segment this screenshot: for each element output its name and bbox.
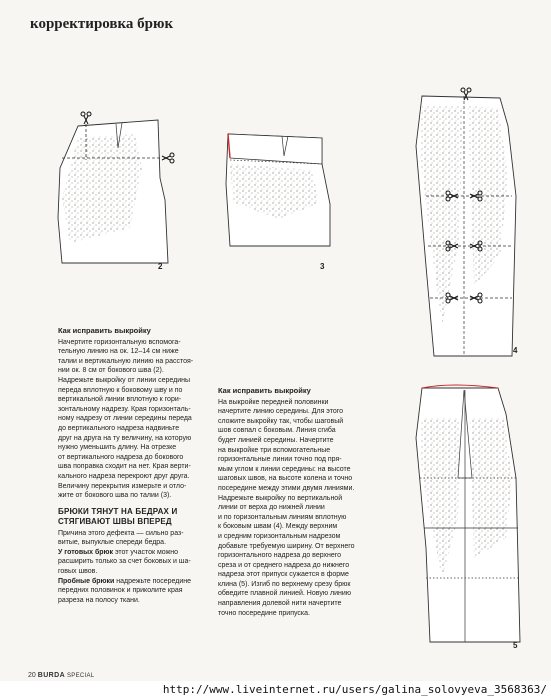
brand-name: BURDA xyxy=(37,672,66,679)
column-2-paragraph: На выкройке передней половинки начертите линию середины. Для этого сложите выкройку так, чтобы шаговый шов совпал с боковым. Линия сгиба будет линией середины. Начертите на выкройке три вспомогательные горизонтальные линии точно под пря- мым углом к линии середины: на высоте шаговых швов, на высоте колена и точно посередине между этими двумя линиями. Надрежьте выкройку по вертикальной линии от верха до нижней линии и по горизонтальным линиям вплотную к боковым швам (4). Между верхним и средним горизонтальным надрезом добавьте требуемую ширину. От верхнего горизонтального надреза до верхнего среза и от среднего надреза до нижнего надреза этот припуск сужается в форме клина (5). Изгиб по верхнему срезу брюк обведите плавной линией. Новую линию направления долевой нити начертите точно посередине припуска. xyxy=(218,398,355,617)
figure-5-number: 5 xyxy=(513,641,518,650)
brand-suffix: SPECIAL xyxy=(66,673,95,679)
figure-3-number: 3 xyxy=(320,262,325,271)
column-2-heading: Как исправить выкройку xyxy=(218,386,311,395)
scissors-icon xyxy=(162,153,174,163)
page-title: корректировка брюк xyxy=(30,16,174,32)
text-column-1 xyxy=(58,326,218,605)
column-1-heading: Как исправить выкройку xyxy=(58,326,151,335)
figure-4-number: 4 xyxy=(513,346,518,355)
figure-2-diagram xyxy=(50,108,180,278)
column-1-heading-2: БРЮКИ ТЯНУТ НА БЕДРАХ И СТЯГИВАЮТ ШВЫ ВПЕРЕД xyxy=(58,506,178,526)
watermark-url: http://www.liveinternet.ru/users/galina_solovyeva_3568363/ xyxy=(0,681,551,699)
column-1-paragraph-3 xyxy=(58,548,218,577)
page-number: 20 xyxy=(28,672,36,679)
column-1-paragraph-4 xyxy=(58,577,218,606)
column-1-paragraph-1: Начертите горизонтальную вспомога- тельную линию на ок. 12–14 см ниже талии и вертикальную линию на расстоя- нии ок. 8 см от бокового шва (2). Надрежьте выкройку от линии середины переда вплотную к боковому шву и по вертикальной линии вплотную к гори- зонтальному надрезу. Края горизонталь- ному надрезу от линии середины переда до вертикального надреза надвиньте друг на друга на ту величину, на которую нужно уменьшить длину. На отрезке от вертикального надреза до бокового шва поправка сходит на нет. Края верти- кального надреза перекроют друг друга. Величину перекрытия измерьте и отло- жите от бокового шва по талии (3). xyxy=(58,338,194,500)
paragraph-text: надрежьте посередине передних половинок и приколите края разреза на полосу ткани. xyxy=(58,577,192,604)
scissors-icon xyxy=(81,112,91,124)
lead-text: У готовых брюк xyxy=(58,548,114,556)
lead-text: Пробные брюки xyxy=(58,577,115,585)
figure-5-waist-curve xyxy=(422,385,498,388)
figure-3-diagram xyxy=(218,124,338,269)
figure-5-diagram xyxy=(412,378,537,650)
page-footer xyxy=(28,672,94,679)
figure-2-number: 2 xyxy=(158,262,163,271)
text-column-2 xyxy=(218,386,378,618)
paragraph-text: этот участок можно расширить только за счет боковых и ша- говых швов. xyxy=(58,548,191,576)
column-1-paragraph-2: Причина этого дефекта — сильно раз- витые, выпуклые спереди бедра. xyxy=(58,529,184,547)
figure-5-shading-right xyxy=(470,418,512,558)
figure-4-diagram xyxy=(412,86,532,366)
